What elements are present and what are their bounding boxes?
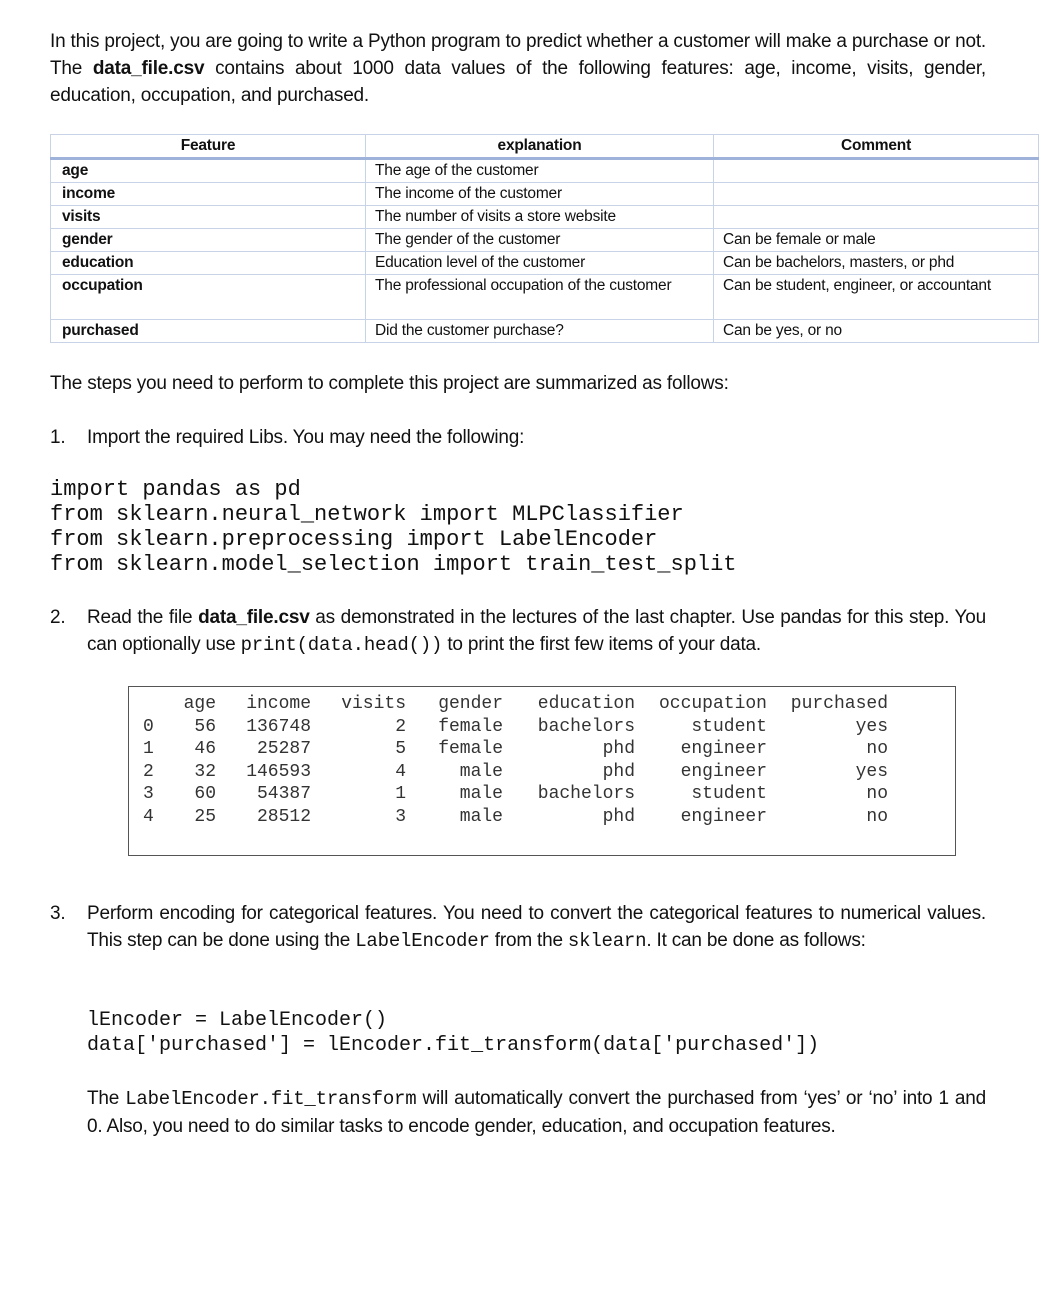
dataframe-cell: 2 (395, 716, 406, 737)
intro-filename: data_file.csv (92, 58, 205, 79)
dataframe-cell: student (691, 784, 767, 805)
table-cell: Can be female or male (714, 229, 1039, 252)
dataframe-cell: 136748 (246, 716, 311, 737)
inline-code-2: sklearn (567, 930, 647, 952)
step-filename: data_file.csv (198, 607, 310, 628)
step-text-2: from the (489, 930, 568, 951)
dataframe-cell: phd (602, 739, 635, 760)
dataframe-cell: 56 (194, 716, 216, 737)
dataframe-cell: no (866, 806, 888, 827)
dataframe-index: 0 (143, 716, 154, 737)
dataframe-cell: 146593 (246, 761, 311, 782)
dataframe-row (129, 806, 888, 829)
step-text-3: . It can be done as follows: (646, 930, 866, 951)
step-text-3: to print the first few items of your data. (442, 634, 761, 655)
dataframe-column-header: occupation (658, 694, 767, 715)
table-row (51, 320, 1039, 343)
dataframe-cell: phd (602, 761, 635, 782)
dataframe-column-header: gender (438, 694, 503, 715)
table-cell: gender (51, 229, 366, 252)
step-text: Perform encoding for categorical features. You need to convert the categorical features to numerical values. This step can be done using the (87, 903, 986, 951)
dataframe-cell: 32 (194, 761, 216, 782)
table-cell (714, 183, 1039, 206)
dataframe-cell: yes (855, 761, 888, 782)
dataframe-column-header: age (183, 694, 216, 715)
step-1 (50, 424, 525, 451)
inline-code: print(data.head()) (240, 634, 443, 656)
code-line: import pandas as pd (50, 477, 301, 502)
dataframe-column-header: education (537, 694, 635, 715)
code-line: from sklearn.neural_network import MLPClassifier (50, 502, 684, 527)
dataframe-cell: male (459, 806, 503, 827)
dataframe-cell: 1 (395, 784, 406, 805)
dataframe-row (129, 738, 888, 761)
step-number: 2. (50, 607, 66, 628)
table-cell: Education level of the customer (366, 252, 714, 275)
table-cell: age (51, 159, 366, 183)
dataframe-cell: female (438, 739, 503, 760)
step-number: 1. (50, 427, 66, 448)
table-row (51, 159, 1039, 183)
table-row (51, 252, 1039, 275)
column-header: explanation (366, 135, 714, 159)
dataframe-cell: student (691, 716, 767, 737)
step-3 (50, 900, 986, 955)
closing-text: The (87, 1088, 126, 1109)
dataframe-index: 1 (143, 739, 154, 760)
dataframe-cell: bachelors (537, 784, 635, 805)
dataframe-index: 3 (143, 784, 154, 805)
table-row (51, 183, 1039, 206)
dataframe-index: 4 (143, 806, 154, 827)
imports-code-block (50, 477, 737, 577)
step-text: Import the required Libs. You may need the following: (87, 427, 525, 448)
step-number: 3. (50, 903, 66, 924)
dataframe-cell: 54387 (256, 784, 311, 805)
dataframe-cell: 4 (395, 761, 406, 782)
table-cell: The number of visits a store website (366, 206, 714, 229)
table-cell (714, 159, 1039, 183)
table-cell: The gender of the customer (366, 229, 714, 252)
steps-intro: The steps you need to perform to complete this project are summarized as follows: (50, 373, 729, 394)
table-row (51, 275, 1039, 320)
column-header: Feature (51, 135, 366, 159)
dataframe-cell: 25 (194, 806, 216, 827)
intro-text-2: contains about 1000 data values of the following features: age, income, visits, gender, education, occupation, and purchased. (50, 58, 987, 106)
table-cell: Did the customer purchase? (366, 320, 714, 343)
table-cell: Can be bachelors, masters, or phd (714, 252, 1039, 275)
dataframe-output (128, 686, 956, 856)
inline-code: LabelEncoder.fit_transform (125, 1088, 417, 1110)
step-text-2: as demonstrated in the lectures of the last chapter. Use pandas for this step. You can optionally use (87, 607, 986, 655)
dataframe-cell: 46 (194, 739, 216, 760)
dataframe-table (129, 693, 888, 828)
dataframe-cell: phd (602, 806, 635, 827)
encoder-code-block (87, 1008, 819, 1058)
intro-paragraph (50, 28, 986, 109)
code-line: data['purchased'] = lEncoder.fit_transform(data['purchased']) (87, 1034, 820, 1057)
dataframe-cell: 28512 (256, 806, 311, 827)
table-cell: The income of the customer (366, 183, 714, 206)
closing-text-2: will automatically convert the purchased from ‘yes’ or ‘no’ into 1 and 0. Also, you need to do similar tasks to encode gender, education, and occupation features. (87, 1088, 986, 1137)
table-row (51, 206, 1039, 229)
table-cell: visits (51, 206, 366, 229)
dataframe-row (129, 783, 888, 806)
inline-code: LabelEncoder (355, 930, 490, 952)
step-2 (50, 604, 986, 659)
dataframe-cell: bachelors (537, 716, 635, 737)
intro-text: In this project, you are going to write a Python program to predict whether a customer will make a purchase or not. The (50, 31, 986, 79)
table-cell: occupation (51, 275, 366, 320)
dataframe-cell: engineer (680, 806, 767, 827)
closing-paragraph (87, 1085, 986, 1140)
table-cell: income (51, 183, 366, 206)
code-line: from sklearn.model_selection import train_test_split (50, 552, 737, 577)
features-table (50, 134, 1039, 343)
dataframe-cell: engineer (680, 739, 767, 760)
dataframe-cell: 60 (194, 784, 216, 805)
dataframe-row (129, 761, 888, 784)
table-cell: The age of the customer (366, 159, 714, 183)
dataframe-column-header (129, 693, 159, 716)
step-text: Read the file (87, 607, 199, 628)
column-header: Comment (714, 135, 1039, 159)
dataframe-cell: no (866, 784, 888, 805)
table-cell: purchased (51, 320, 366, 343)
dataframe-cell: 5 (395, 739, 406, 760)
dataframe-cell: female (438, 716, 503, 737)
dataframe-column-header: purchased (790, 694, 888, 715)
table-cell: The professional occupation of the customer (366, 275, 714, 320)
code-line: lEncoder = LabelEncoder() (87, 1009, 388, 1032)
table-cell: Can be student, engineer, or accountant (714, 275, 1039, 320)
dataframe-cell: male (459, 784, 503, 805)
dataframe-cell: engineer (680, 761, 767, 782)
dataframe-cell: yes (855, 716, 888, 737)
table-cell (714, 206, 1039, 229)
dataframe-cell: male (459, 761, 503, 782)
dataframe-column-header: visits (341, 694, 406, 715)
dataframe-cell: 3 (395, 806, 406, 827)
dataframe-cell: 25287 (256, 739, 311, 760)
table-cell: education (51, 252, 366, 275)
dataframe-row (129, 716, 888, 739)
table-cell: Can be yes, or no (714, 320, 1039, 343)
code-line: from sklearn.preprocessing import LabelEncoder (50, 527, 658, 552)
dataframe-index: 2 (143, 761, 154, 782)
dataframe-column-header: income (246, 694, 311, 715)
table-row (51, 229, 1039, 252)
dataframe-cell: no (866, 739, 888, 760)
